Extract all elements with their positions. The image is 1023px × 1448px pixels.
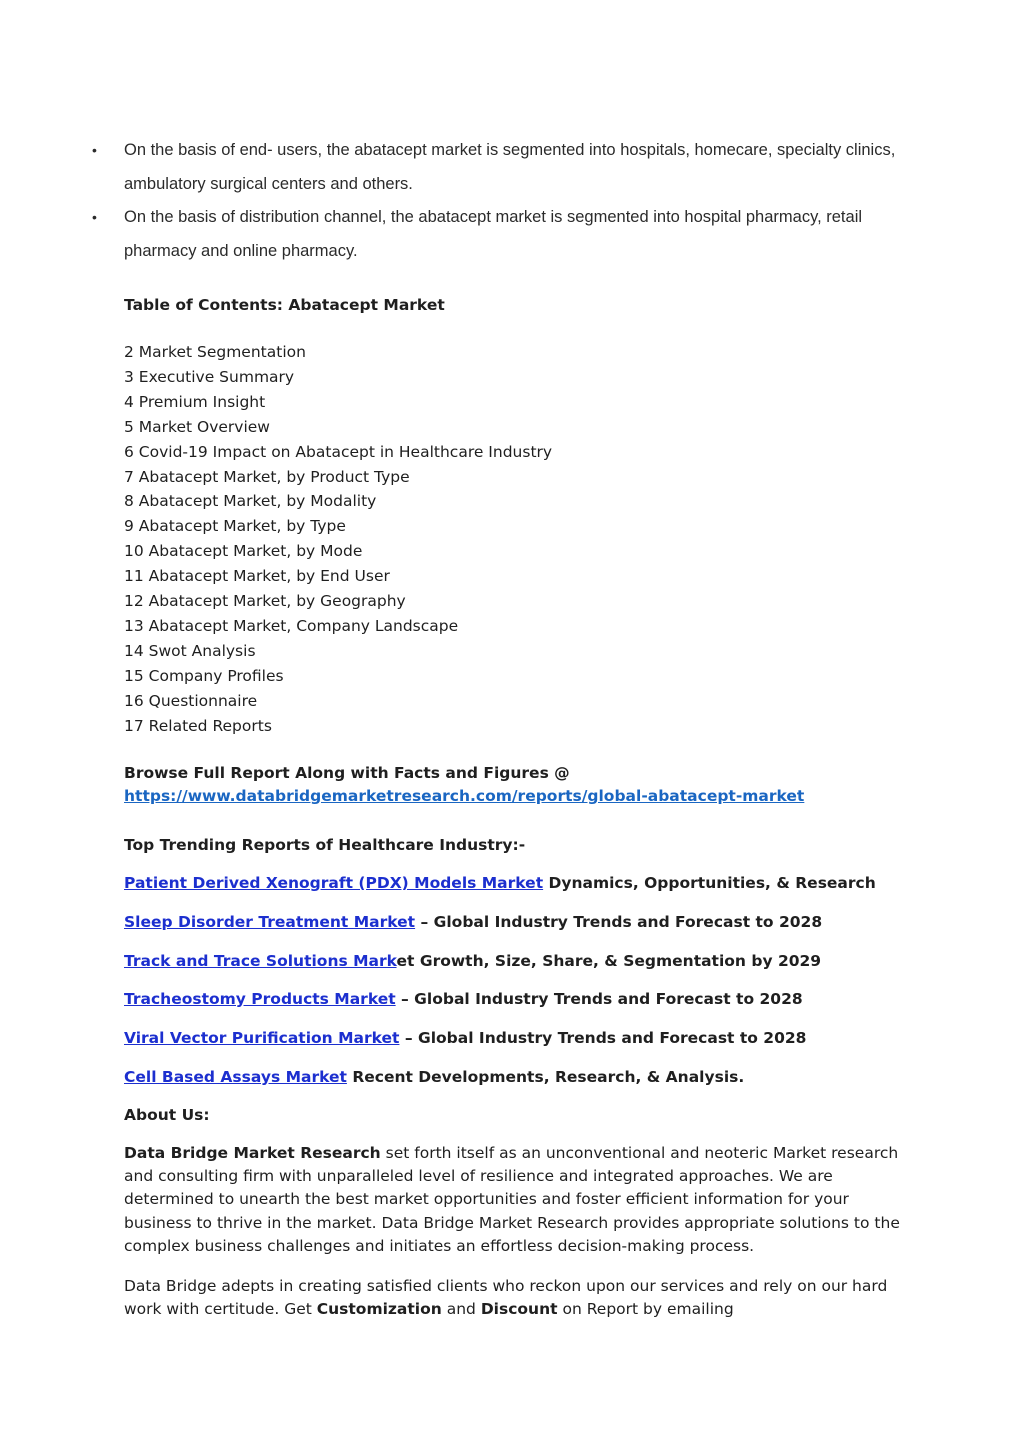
toc-item: 14 Swot Analysis: [124, 641, 256, 660]
toc-item: 3 Executive Summary: [124, 367, 295, 386]
bullet-text: On the basis of end- users, the abatacept market is segmented into hospitals, homecare, specialty clinics, ambulatory surgical centers and others.: [124, 141, 896, 193]
discount-label: Discount: [480, 1300, 558, 1319]
trending-item: [124, 950, 914, 972]
bullet-dot-icon: •: [92, 209, 97, 225]
segmentation-bullet-list: [88, 134, 908, 268]
trending-report-link[interactable]: Patient Derived Xenograft (PDX) Models Market: [124, 874, 544, 892]
full-report-link[interactable]: https://www.databridgemarketresearch.com/reports/global-abatacept-market: [124, 787, 805, 805]
contact-paragraph: [124, 1275, 914, 1321]
toc-item: 17 Related Reports: [124, 716, 272, 735]
contact-text: and: [441, 1300, 481, 1319]
trending-report-description: – Global Industry Trends and Forecast to 2028: [399, 1029, 807, 1047]
trending-report-link[interactable]: Track and Trace Solutions Mark: [124, 952, 397, 970]
trending-report-description: et Growth, Size, Share, & Segmentation by 2029: [396, 952, 822, 970]
toc-item: 13 Abatacept Market, Company Landscape: [124, 616, 459, 635]
trending-report-description: – Global Industry Trends and Forecast to 2028: [415, 913, 823, 931]
browse-label: Browse Full Report Along with Facts and Figures @: [124, 764, 570, 782]
trending-report-link[interactable]: Viral Vector Purification Market: [124, 1029, 400, 1047]
customization-label: Customization: [316, 1300, 442, 1319]
toc-item: 9 Abatacept Market, by Type: [124, 517, 346, 536]
trending-item: [124, 872, 914, 894]
contact-text: on Report by emailing: [557, 1300, 734, 1319]
toc-item: 6 Covid-19 Impact on Abatacept in Healthcare Industry: [124, 442, 553, 461]
bullet-item-distribution-channel: [88, 201, 908, 268]
toc-heading: Table of Contents: Abatacept Market: [124, 296, 445, 314]
bullet-item-end-users: [88, 134, 908, 201]
trending-report-description: Dynamics, Opportunities, & Research: [543, 874, 876, 892]
trending-report-link[interactable]: Tracheostomy Products Market: [124, 990, 396, 1008]
about-paragraph-text: set forth itself as an unconventional and neoteric Market research and consulting firm with unparalleled level of resilience and integrated approaches. We are determined to unearth the best market opportunities and foster efficient information for your business to thrive in the market. Data Bridge Market Research provides appropriate solutions to the complex business challenges and initiates an effortless decision-making process.: [124, 1144, 900, 1255]
about-paragraph: [124, 1142, 914, 1258]
trending-heading: Top Trending Reports of Healthcare Industry:-: [124, 836, 526, 854]
toc-item: 15 Company Profiles: [124, 666, 284, 685]
toc-item: 11 Abatacept Market, by End User: [124, 567, 390, 586]
trending-report-description: – Global Industry Trends and Forecast to 2028: [395, 990, 803, 1008]
toc-item: 4 Premium Insight: [124, 392, 266, 411]
trending-item: [124, 988, 914, 1010]
toc-item: 8 Abatacept Market, by Modality: [124, 492, 377, 511]
browse-full-report: [124, 762, 914, 808]
bullet-text: On the basis of distribution channel, the abatacept market is segmented into hospital pharmacy, retail pharmacy and online pharmacy.: [124, 208, 863, 260]
contact-text: Data Bridge adepts in creating satisfied clients who reckon upon our services and rely on our hard work with certitude. Get: [124, 1277, 888, 1319]
company-name: Data Bridge Market Research: [124, 1144, 381, 1162]
trending-report-link[interactable]: Cell Based Assays Market: [124, 1068, 347, 1086]
about-heading: About Us:: [124, 1106, 210, 1124]
trending-report-description: Recent Developments, Research, & Analysis.: [346, 1068, 745, 1086]
toc-item: 12 Abatacept Market, by Geography: [124, 592, 406, 611]
toc-item: 16 Questionnaire: [124, 691, 258, 710]
trending-item: [124, 1027, 914, 1049]
toc-item: 7 Abatacept Market, by Product Type: [124, 467, 410, 486]
trending-report-link[interactable]: Sleep Disorder Treatment Market: [124, 913, 416, 931]
toc-item: 10 Abatacept Market, by Mode: [124, 542, 363, 561]
toc-item: 2 Market Segmentation: [124, 343, 306, 361]
trending-item: [124, 911, 914, 933]
bullet-dot-icon: •: [92, 142, 97, 158]
trending-item: [124, 1066, 914, 1088]
toc-list: [124, 340, 914, 739]
toc-item: 5 Market Overview: [124, 417, 270, 436]
